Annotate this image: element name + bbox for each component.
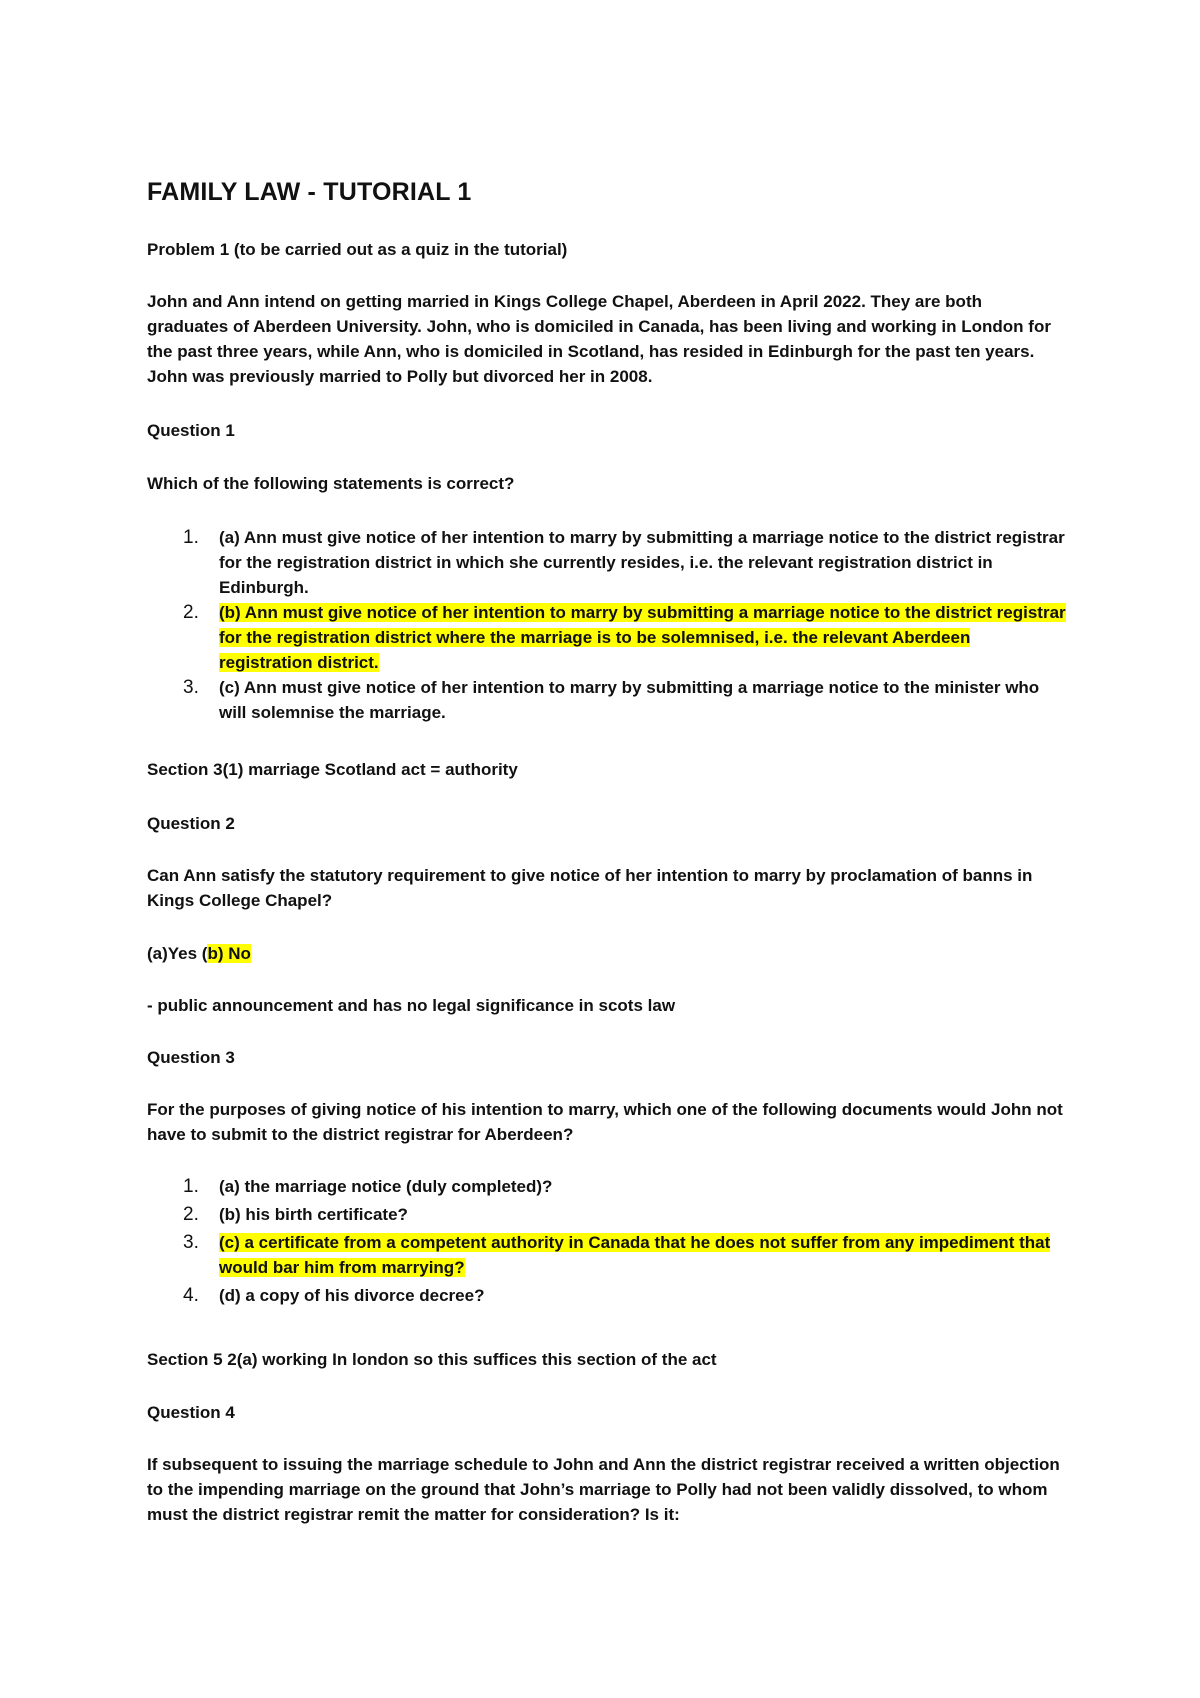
scenario-paragraph: John and Ann intend on getting married in Kings College Chapel, Aberdeen in April 2022. They are both graduates of Aberdeen University. John, who is domiciled in Canada, has been living and working in London for the past three years, while Ann, who is domiciled in Scotland, has resided in Edinburgh for the past ten years. John was previously married to Polly but divorced her in 2008. [147,292,1051,386]
option-number: 1. [183,1176,199,1197]
question-1-options [147,525,1067,725]
option-text-highlighted: (b) Ann must give notice of her intention to marry by submitting a marriage notice to the district registrar for the registration district where the marriage is to be solemnised, i.e. the relevant Aberdeen registration district. [219,603,1066,672]
list-item [147,1202,1067,1227]
option-number: 2. [183,1204,199,1225]
question-3-prompt: For the purposes of giving notice of his intention to marry, which one of the following documents would John not have to submit to the district registrar for Aberdeen? [147,1100,1063,1144]
option-text: (c) Ann must give notice of her intention to marry by submitting a marriage notice to the minister who will solemnise the marriage. [219,678,1040,722]
list-item [147,600,1067,675]
list-item [147,1283,1067,1308]
question-3-options [147,1174,1067,1308]
page-title: FAMILY LAW - TUTORIAL 1 [147,178,472,206]
option-text: (a) Ann must give notice of her intention to marry by submitting a marriage notice to the district registrar for the registration district in which she currently resides, i.e. the relevant registration district in Edinburgh. [219,528,1065,597]
list-item [147,675,1067,725]
question-1-prompt: Which of the following statements is correct? [147,474,515,493]
question-4-prompt: If subsequent to issuing the marriage schedule to John and Ann the district registrar received a written objection to the impending marriage on the ground that John’s marriage to Polly had not been validly dissolved, to whom must the district registrar remit the matter for consideration? Is it: [147,1455,1060,1524]
answer-a: (a)Yes ( [147,944,208,963]
option-text: (d) a copy of his divorce decree? [219,1286,485,1305]
question-4-heading: Question 4 [147,1403,235,1422]
question-3-heading: Question 3 [147,1048,235,1067]
question-1-heading: Question 1 [147,421,235,440]
list-item [147,525,1067,600]
option-number: 3. [183,1232,199,1253]
question-2-note: - public announcement and has no legal significance in scots law [147,996,676,1015]
list-item [147,1174,1067,1199]
problem-heading: Problem 1 (to be carried out as a quiz in the tutorial) [147,240,568,259]
option-number: 1. [183,527,199,548]
answer-b-highlighted: b) No [207,944,251,963]
option-number: 2. [183,602,199,623]
question-3-note: Section 5 2(a) working In london so this suffices this section of the act [147,1350,717,1369]
question-2-answers [147,941,1067,966]
list-item [147,1230,1067,1280]
option-number: 3. [183,677,199,698]
option-number: 4. [183,1285,199,1306]
option-text: (a) the marriage notice (duly completed)? [219,1177,553,1196]
question-1-note: Section 3(1) marriage Scotland act = authority [147,760,518,779]
option-text-highlighted: (c) a certificate from a competent authority in Canada that he does not suffer from any impediment that would bar him from marrying? [219,1233,1051,1277]
question-2-heading: Question 2 [147,814,235,833]
question-2-prompt: Can Ann satisfy the statutory requirement to give notice of her intention to marry by proclamation of banns in Kings College Chapel? [147,866,1033,910]
option-text: (b) his birth certificate? [219,1205,408,1224]
